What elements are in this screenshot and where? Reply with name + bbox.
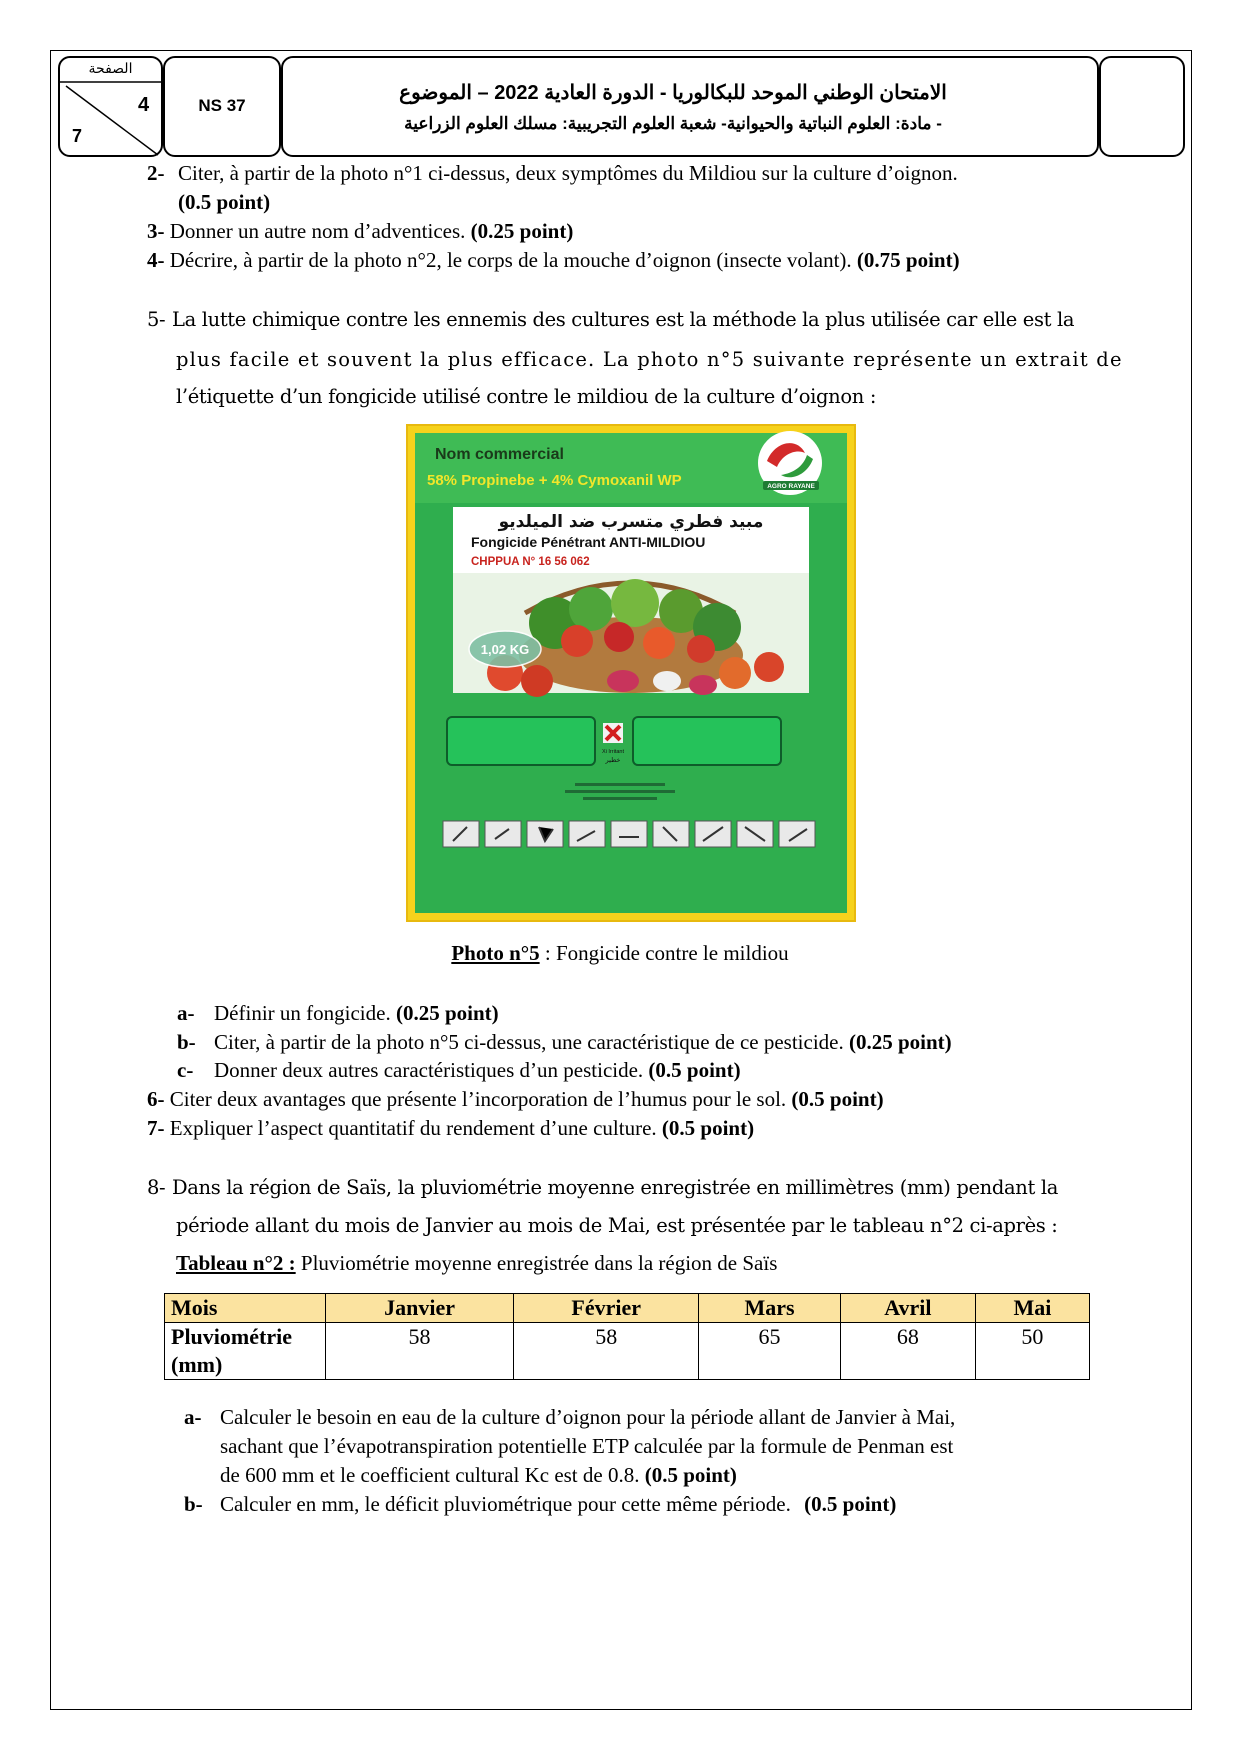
q5c	[214, 1056, 741, 1084]
table-cell: 65	[699, 1323, 840, 1380]
label-panel-left	[447, 717, 595, 765]
table-cell: 50	[975, 1323, 1089, 1380]
q3	[147, 217, 573, 245]
q8a-line3	[220, 1461, 737, 1489]
header-right-box	[1099, 56, 1185, 157]
q2-points: (0.5 point)	[178, 190, 271, 214]
q3-text: Donner un autre nom d’adventices.	[169, 219, 466, 243]
q5b	[214, 1028, 952, 1056]
table-row-label	[165, 1323, 326, 1380]
q6-number: 6-	[147, 1087, 165, 1111]
safety-pictograms	[443, 821, 815, 847]
q5b-points: (0.25 point)	[848, 1030, 952, 1054]
table-header-month: Mars	[699, 1294, 840, 1323]
page-total: 7	[72, 126, 83, 146]
photo-caption-text: : Fongicide contre le mildiou	[539, 941, 789, 965]
table-caption-label: Tableau n°2 :	[176, 1251, 296, 1275]
table-row	[165, 1323, 1090, 1380]
danger-label: Xi Irritant	[601, 749, 625, 755]
page-label: الصفحة	[88, 60, 133, 76]
q8a-line3-text: de 600 mm et le coefficient cultural Kc est de 0.8.	[220, 1463, 640, 1487]
table-caption-text: Pluviométrie moyenne enregistrée dans la région de Saïs	[295, 1251, 778, 1275]
fungicide-package-photo	[405, 423, 857, 923]
q8a-line1: Calculer le besoin en eau de la culture d’oignon pour la période allant de Janvier à Mai,	[220, 1405, 956, 1429]
label-homologation: CHPPUA N° 16 56 062	[471, 556, 590, 568]
q5a-text: Définir un fongicide.	[214, 1001, 391, 1025]
q7	[147, 1114, 754, 1142]
danger-label-ar: خطير	[605, 756, 621, 764]
label-arabic: مبيد فطري متسرب ضد الميلديو	[498, 512, 764, 532]
q6-text: Citer deux avantages que présente l’incorporation de l’humus pour le sol.	[169, 1087, 787, 1111]
q5-line2: plus facile et souvent la plus efficace. La photo n°5 suivante représente un extrait de	[176, 348, 1123, 371]
q6	[147, 1085, 884, 1113]
exam-code: NS 37	[198, 96, 246, 115]
q5c-label: c-	[177, 1058, 194, 1082]
q4	[147, 246, 960, 274]
q8b-label: b-	[184, 1492, 203, 1516]
q5c-points: (0.5 point)	[648, 1058, 741, 1082]
q5a-label: a-	[177, 1001, 195, 1025]
photo-caption	[0, 939, 1240, 967]
q8a-line2: sachant que l’évapotranspiration potentielle ETP calculée par la formule de Penman est	[220, 1434, 954, 1458]
table-header-month: Janvier	[326, 1294, 514, 1323]
q5c-text: Donner deux autres caractéristiques d’un pesticide.	[214, 1058, 644, 1082]
q7-points: (0.5 point)	[661, 1116, 755, 1140]
exam-code-box	[163, 56, 281, 157]
page-number: 4	[138, 94, 150, 116]
q8a-label: a-	[184, 1405, 202, 1429]
q8b-text: Calculer en mm, le déficit pluviométrique pour cette même période.	[220, 1492, 791, 1516]
pluviometry-table	[164, 1293, 1090, 1380]
q5-number: 5-	[147, 308, 166, 331]
q8a-points: (0.5 point)	[644, 1463, 737, 1487]
label-fr: Fongicide Pénétrant ANTI-MILDIOU	[471, 534, 706, 550]
q6-points: (0.5 point)	[791, 1087, 884, 1111]
table-header-row	[165, 1294, 1090, 1323]
exam-title-box	[281, 56, 1099, 157]
q5a-points: (0.25 point)	[395, 1001, 499, 1025]
table-row-label-line1: Pluviométrie	[171, 1324, 292, 1349]
small-print-line1	[575, 783, 665, 786]
q8-line1: Dans la région de Saïs, la pluviométrie moyenne enregistrée en millimètres (mm) pendant la	[172, 1176, 1058, 1199]
q5-line1: La lutte chimique contre les ennemis des cultures est la méthode la plus utilisée car elle est la	[172, 308, 1075, 331]
table-header-month: Avril	[840, 1294, 975, 1323]
weight-badge	[469, 631, 541, 667]
q2-number: 2-	[147, 161, 165, 185]
q8b	[220, 1490, 896, 1518]
table-header-month: Mai	[975, 1294, 1089, 1323]
table-caption	[176, 1249, 777, 1277]
photo-caption-label: Photo n°5	[451, 941, 540, 965]
q4-text: Décrire, à partir de la photo n°2, le corps de la mouche d’oignon (insecte volant).	[169, 248, 852, 272]
table-row-label-line2: (mm)	[171, 1352, 223, 1377]
brand-logo	[758, 431, 822, 495]
small-print-line2	[565, 790, 675, 793]
q8-line2: période allant du mois de Janvier au mois de Mai, est présentée par le tableau n°2 ci-après :	[176, 1214, 1058, 1237]
q2-text: Citer, à partir de la photo n°1 ci-dessus, deux symptômes du Mildiou sur la culture d’oignon.	[178, 161, 958, 185]
table-header-label: Mois	[165, 1294, 326, 1323]
q4-points: (0.75 point)	[856, 248, 960, 272]
table-header-month: Février	[514, 1294, 699, 1323]
q8-number: 8-	[147, 1176, 166, 1199]
q5-line3: l’étiquette d’un fongicide utilisé contre le mildiou de la culture d’oignon :	[176, 385, 877, 408]
label-panel-right	[633, 717, 781, 765]
weight-text: 1,02 KG	[480, 642, 530, 657]
exam-title-line2: - مادة: العلوم النباتية والحيوانية- شعبة العلوم التجريبية: مسلك العلوم الزراعية	[404, 114, 942, 133]
small-print-line3	[583, 797, 657, 800]
exam-title-line1: الامتحان الوطني الموحد للبكالوريا - الدورة العادية 2022 – الموضوع	[399, 82, 947, 104]
q5b-text: Citer, à partir de la photo n°5 ci-dessus, une caractéristique de ce pesticide.	[214, 1030, 844, 1054]
label-compo: 58% Propinebe + 4% Cymoxanil WP	[427, 472, 682, 489]
q5b-label: b-	[177, 1030, 196, 1054]
q4-number: 4-	[147, 248, 165, 272]
q8b-points: (0.5 point)	[804, 1492, 897, 1516]
table-cell: 58	[326, 1323, 514, 1380]
q7-text: Expliquer l’aspect quantitatif du rendement d’une culture.	[169, 1116, 657, 1140]
brand-name: AGRO RAYANE	[767, 483, 815, 490]
q3-number: 3-	[147, 219, 165, 243]
q5a	[214, 999, 499, 1027]
page-number-box	[58, 56, 163, 157]
label-nom: Nom commercial	[435, 446, 564, 463]
q3-points: (0.25 point)	[470, 219, 574, 243]
table-cell: 58	[514, 1323, 699, 1380]
table-cell: 68	[840, 1323, 975, 1380]
q7-number: 7-	[147, 1116, 165, 1140]
